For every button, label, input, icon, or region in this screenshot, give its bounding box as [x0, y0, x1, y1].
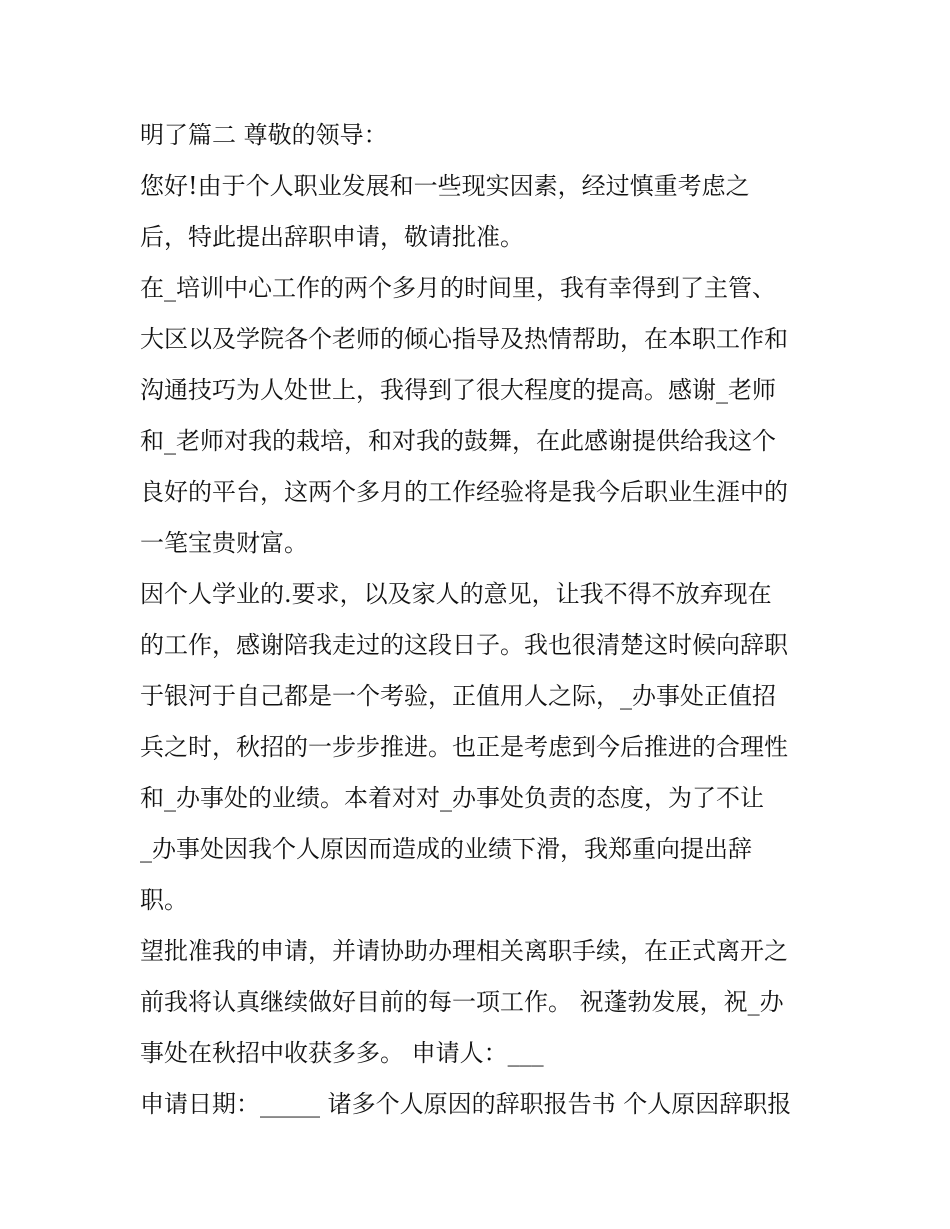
text-line: 在_培训中心工作的两个多月的时间里，我有幸得到了主管、: [140, 274, 776, 302]
text-line: 职。: [140, 886, 188, 914]
text-line: 于银河于自己都是一个考验，正值用人之际，_办事处正值招: [140, 682, 776, 710]
text-line: 后，特此提出辞职申请，敬请批准。: [140, 223, 524, 251]
text-line: 沟通技巧为人处世上，我得到了很大程度的提高。感谢_老师: [140, 376, 776, 404]
text-line: 良好的平台，这两个多月的工作经验将是我今后职业生涯中的: [140, 478, 788, 506]
text-line: 明了篇二 尊敬的领导：: [140, 121, 388, 149]
text-line: 和_老师对我的栽培，和对我的鼓舞，在此感谢提供给我这个: [140, 427, 776, 455]
text-line: 兵之时，秋招的一步步推进。也正是考虑到今后推进的合理性: [140, 733, 788, 761]
text-line: _办事处因我个人原因而造成的业绩下滑，我郑重向提出辞: [140, 835, 752, 863]
text-line: 申请日期：_____ 诸多个人原因的辞职报告书 个人原因辞职报: [140, 1090, 792, 1118]
document-body: [140, 110, 830, 1130]
text-line: 和_办事处的业绩。本着对对_办事处负责的态度，为了不让: [140, 784, 764, 812]
text-line: 大区以及学院各个老师的倾心指导及热情帮助，在本职工作和: [140, 325, 788, 353]
text-line: 您好!由于个人职业发展和一些现实因素，经过慎重考虑之: [140, 172, 750, 200]
text-line: 望批准我的申请，并请协助办理相关离职手续，在正式离开之: [140, 937, 788, 965]
text-line: 事处在秋招中收获多多。 申请人：___: [140, 1039, 544, 1067]
text-line: 因个人学业的.要求，以及家人的意见，让我不得不放弃现在: [140, 580, 772, 608]
text-line: 前我将认真继续做好目前的每一项工作。 祝蓬勃发展，祝_办: [140, 988, 784, 1016]
text-line: 一笔宝贵财富。: [140, 529, 308, 557]
text-line: 的工作，感谢陪我走过的这段日子。我也很清楚这时候向辞职: [140, 631, 788, 659]
